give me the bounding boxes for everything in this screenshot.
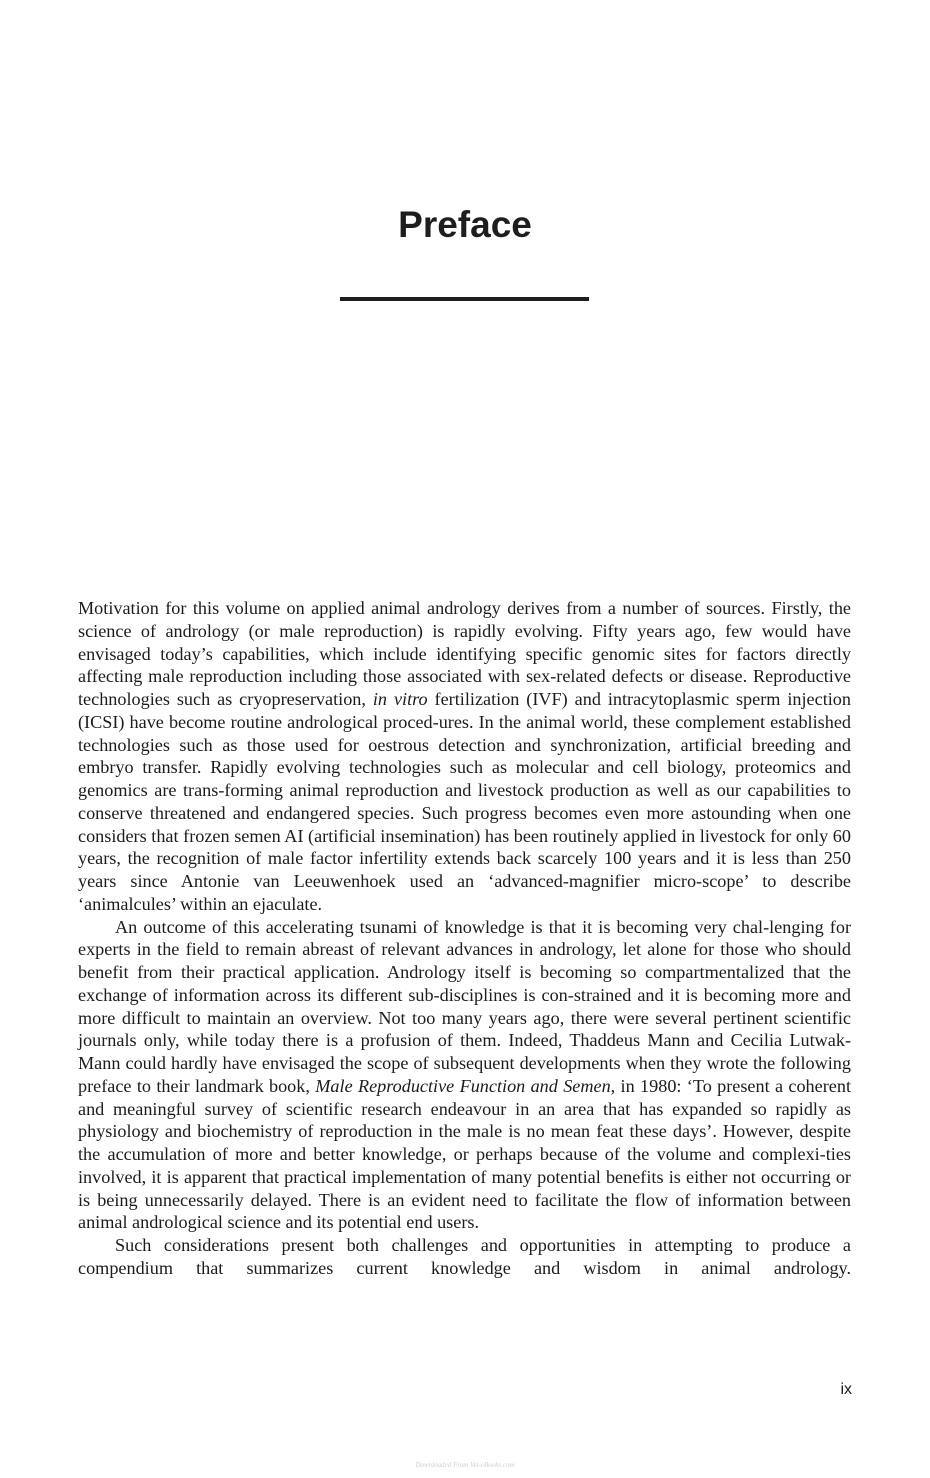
paragraph-1-text-a: Motivation for this volume on applied animal andrology derives from a number of sources. Firstly, the science of andrology (or male reproduction) is rapidly evolving. Fifty years ago, few would have envisaged today’s capabilities, which include identifying specific genomic sites for factors directly affecting male reproduction including those associated with sex-related defects or disease. Reproductive technologies such as cryopreservation, xyxy=(78,598,851,709)
paragraph-2-text-a: An outcome of this accelerating tsunami of knowledge is that it is becoming very chal-lenging for experts in the field to remain abreast of relevant advances in andrology, let alone for those who should benefit from their practical application. Andrology itself is becoming so compartmentalized that the exchange of information across its different sub-disciplines is con-strained and it is becoming more and more difficult to maintain an overview. Not too many years ago, there were several pertinent scientific journals only, while today there is a profusion of them. Indeed, Thaddeus Mann and Cecilia Lutwak-Mann could hardly have envisaged the scope of subsequent developments when they wrote the following preface to their landmark book, xyxy=(78,916,851,1096)
paragraph-2-book-title: Male Reproductive Function and Semen xyxy=(315,1075,611,1096)
title-rule xyxy=(340,297,589,301)
paragraph-2 xyxy=(78,916,851,1235)
paragraph-2-text-b: , in 1980: ‘To present a coherent and meaningful survey of scientific research endeavour in an area that has expanded so rapidly as physiology and biochemistry of reproduction in the male is no mean feat these days’. However, despite the accumulation of more and better knowledge, or perhaps because of the volume and complexi-ties involved, it is apparent that practical implementation of many potential benefits is either not occurring or is being unnecessarily delayed. There is an evident need to facilitate the flow of information between animal andrological science and its potential end users. xyxy=(78,1075,851,1233)
preface-body xyxy=(78,597,851,1280)
download-watermark: Downloaded From Vet-eBooks.com xyxy=(415,1461,515,1469)
page-title: Preface xyxy=(398,204,532,245)
paragraph-1-text-b: fertilization (IVF) and intracytoplasmic sperm injection (ICSI) have become routine andrological proced-ures. In the animal world, these complement established technologies such as those used for oestrous detection and synchronization, artificial breeding and embryo transfer. Rapidly evolving technologies such as molecular and cell biology, proteomics and genomics are trans-forming animal reproduction and livestock production as well as our capabilities to conserve threatened and endangered species. Such progress becomes even more astounding when one considers that frozen semen AI (artificial insemination) has been routinely applied in livestock for only 60 years, the recognition of male factor infertility extends back scarcely 100 years and it is less than 250 years since Antonie van Leeuwenhoek used an ‘advanced-magnifier micro-scope’ to describe ‘animalcules’ within an ejaculate. xyxy=(78,689,851,914)
paragraph-3-text: Such considerations present both challenges and opportunities in attempting to produce a compendium that summarizes current knowledge and wisdom in animal andrology. xyxy=(78,1235,851,1278)
paragraph-1 xyxy=(78,597,851,916)
paragraph-3 xyxy=(78,1234,851,1280)
paragraph-1-italic-term: in vitro xyxy=(372,689,428,709)
page-number: ix xyxy=(840,1381,852,1398)
